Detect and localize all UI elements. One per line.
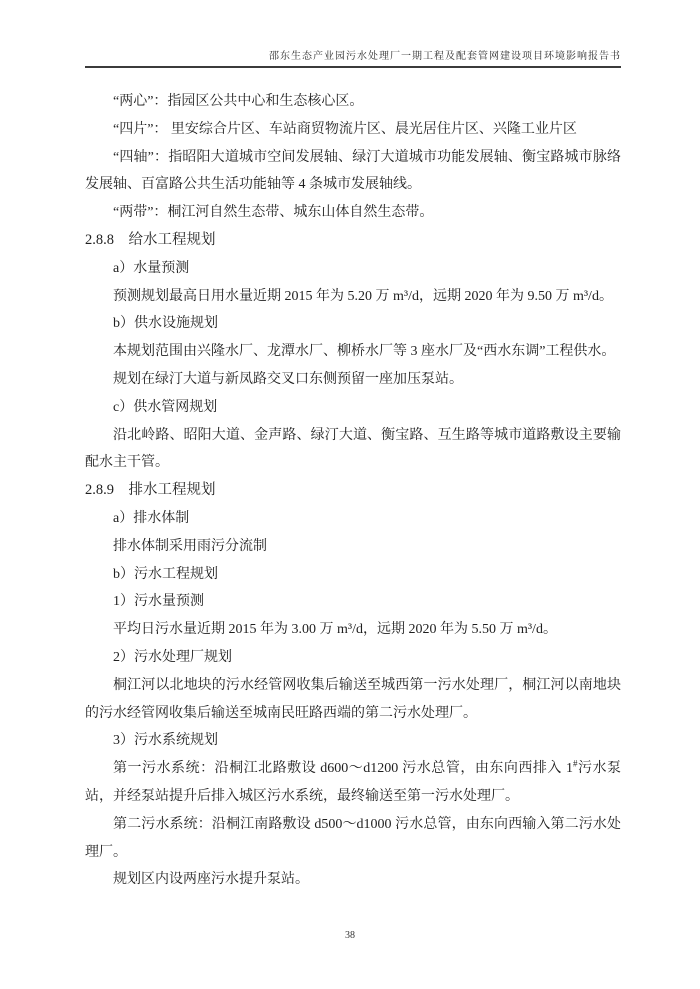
subheading-sewage-system-planning: 3）污水系统规划 [113,733,218,749]
paragraph-first-sewage-system [85,755,621,811]
paragraph-water-supply-mains: 沿北岭路、昭阳大道、金声路、绿汀大道、衡宝路、互生路等城市道路敷设主要输配水主干管。 [85,427,621,471]
paragraph-second-sewage-system: 第二污水系统：沿桐江南路敷设 d500～d1000 污水总管，由东向西输入第二污水处理厂。 [85,816,621,860]
subheading-sewage-volume-forecast: 1）污水量预测 [113,594,204,610]
subheading-water-supply-network: c）供水管网规划 [113,399,218,415]
subheading-water-supply-facilities: b）供水设施规划 [113,316,218,332]
page-number: 38 [345,930,355,941]
paragraph-sewage-plant-routing: 桐江河以北地块的污水经管网收集后输送至城西第一污水处理厂，桐江河以南地块的污水经管网收集后输送至城南民旺路西端的第二污水处理厂。 [85,677,621,721]
paragraph-pressure-pump-station: 规划在绿汀大道与新凤路交叉口东侧预留一座加压泵站。 [113,371,463,387]
report-header-title: 邵东生态产业园污水处理厂一期工程及配套管网建设项目环境影响报告书 [269,51,621,62]
document-body [85,88,621,894]
paragraph-four-axes: “四轴”：指昭阳大道城市空间发展轴、绿汀大道城市功能发展轴、衡宝路城市脉络发展轴、百富路公共生活功能轴等 4 条城市发展轴线。 [85,149,621,193]
paragraph-sewage-volume-forecast: 平均日污水量近期 2015 年为 3.00 万 m³/d，远期 2020 年为 5.50 万 m³/d。 [113,622,557,638]
section-heading-drainage-planning: 2.8.9 排水工程规划 [85,482,216,499]
section-heading-water-supply-planning: 2.8.8 给水工程规划 [85,231,216,248]
paragraph-drainage-system-type: 排水体制采用雨污分流制 [113,538,267,554]
subheading-sewage-plant-planning: 2）污水处理厂规划 [113,649,232,665]
paragraph-water-supply-plants: 本规划范围由兴隆水厂、龙潭水厂、柳桥水厂等 3 座水厂及“西水东调”工程供水。 [113,344,616,360]
header-divider [85,66,621,68]
paragraph-lift-pump-stations: 规划区内设两座污水提升泵站。 [113,872,309,888]
subheading-drainage-system: a）排水体制 [113,510,190,526]
subheading-water-volume-forecast: a）水量预测 [113,260,190,276]
paragraph-four-areas: “四片”： 里安综合片区、车站商贸物流片区、晨光居住片区、兴隆工业片区 [113,121,577,137]
superscript-hash: # [572,758,578,769]
paragraph-water-volume-forecast: 预测规划最高日用水量近期 2015 年为 5.20 万 m³/d，远期 2020 年为 9.50 万 m³/d。 [113,288,613,304]
subheading-sewage-engineering: b）污水工程规划 [113,566,218,582]
paragraph-two-belts: “两带”：桐江河自然生态带、城东山体自然生态带。 [113,205,434,221]
paragraph-text: 第一污水系统：沿桐江北路敷设 d600～d1200 污水总管，由东向西排入 1 [113,761,573,777]
paragraph-text: 污水泵站，并经泵站提升后排入城区污水系统，最终输送至第一污水处理厂。 [85,761,621,804]
paragraph-two-centers: “两心”：指园区公共中心和生态核心区。 [113,94,364,109]
